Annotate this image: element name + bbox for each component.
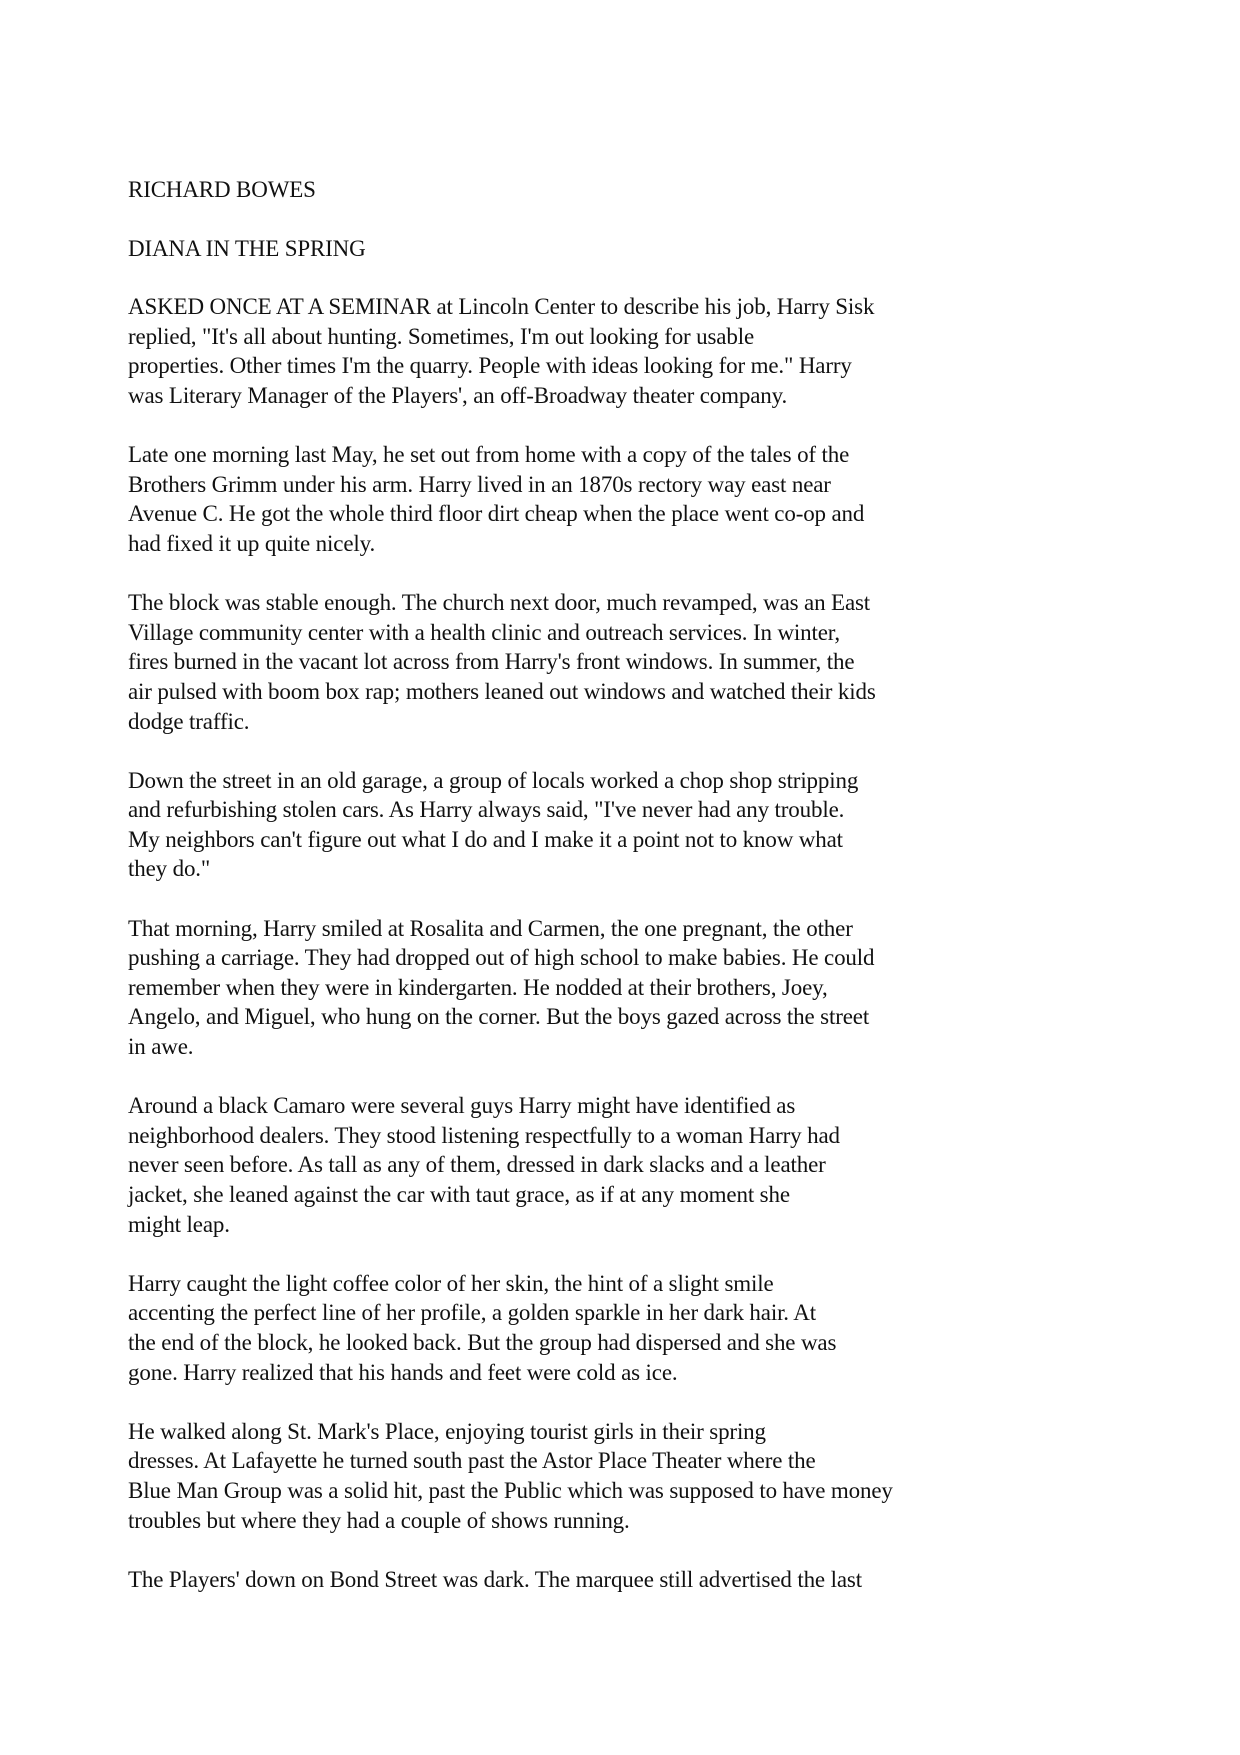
text-line: Blue Man Group was a solid hit, past the Public which was supposed to have money [128, 1477, 893, 1503]
text-line: dresses. At Lafayette he turned south past the Astor Place Theater where the [128, 1448, 816, 1474]
text-line: Late one morning last May, he set out from home with a copy of the tales of the [128, 442, 850, 468]
paragraph [128, 1091, 968, 1239]
text-line: jacket, she leaned against the car with taut grace, as if at any moment she [128, 1182, 790, 1207]
paragraph [128, 914, 968, 1062]
text-line: never seen before. As tall as any of them, dressed in dark slacks and a leather [128, 1152, 826, 1178]
paragraph [128, 1269, 968, 1387]
text-line: The block was stable enough. The church next door, much revamped, was an East [128, 590, 871, 616]
text-line: they do." [128, 856, 211, 882]
text-line: was Literary Manager of the Players', an off-Broadway theater company. [128, 382, 788, 408]
text-column [128, 175, 968, 1624]
text-line: Angelo, and Miguel, who hung on the corner. But the boys gazed across the street [128, 1004, 870, 1030]
text-line: accenting the perfect line of her profile, a golden sparkle in her dark hair. At [128, 1300, 816, 1326]
text-line: replied, "It's all about hunting. Sometimes, I'm out looking for usable [128, 323, 755, 349]
text-line: remember when they were in kindergarten. He nodded at their brothers, Joey, [128, 974, 828, 1000]
text-line: The Players' down on Bond Street was dark. The marquee still advertised the last [128, 1566, 862, 1592]
text-line: Village community center with a health clinic and outreach services. In winter, [128, 619, 840, 645]
paragraph [128, 440, 968, 558]
text-line: fires burned in the vacant lot across from Harry's front windows. In summer, the [128, 649, 855, 675]
author-name: RICHARD BOWES [128, 177, 316, 202]
text-line: might leap. [128, 1211, 230, 1237]
text-line: the end of the block, he looked back. But the group had dispersed and she was [128, 1329, 837, 1355]
text-line: air pulsed with boom box rap; mothers leaned out windows and watched their kids [128, 678, 876, 704]
text-line: neighborhood dealers. They stood listening respectfully to a woman Harry had [128, 1122, 840, 1148]
paragraph [128, 1565, 968, 1595]
paragraph [128, 766, 968, 884]
text-line: pushing a carriage. They had dropped out of high school to make babies. He could [128, 945, 875, 971]
paragraph [128, 292, 968, 410]
text-line: gone. Harry realized that his hands and feet were cold as ice. [128, 1359, 678, 1385]
paragraph [128, 1417, 968, 1535]
text-line: dodge traffic. [128, 708, 250, 734]
text-line: properties. Other times I'm the quarry. People with ideas looking for me." Harry [128, 353, 852, 379]
text-line: Down the street in an old garage, a group of locals worked a chop shop stripping [128, 767, 859, 793]
text-line: Harry caught the light coffee color of her skin, the hint of a slight smile [128, 1270, 774, 1296]
text-line: My neighbors can't figure out what I do and I make it a point not to know what [128, 826, 843, 852]
text-line: and refurbishing stolen cars. As Harry always said, "I've never had any trouble. [128, 797, 845, 823]
text-line: Brothers Grimm under his arm. Harry lived in an 1870s rectory way east near [128, 471, 831, 497]
text-line: in awe. [128, 1034, 194, 1060]
text-line: troubles but where they had a couple of shows running. [128, 1507, 630, 1533]
text-line: That morning, Harry smiled at Rosalita and Carmen, the one pregnant, the other [128, 915, 853, 941]
text-line: ASKED ONCE AT A SEMINAR at Lincoln Center to describe his job, Harry Sisk [128, 294, 875, 320]
text-line: Around a black Camaro were several guys Harry might have identified as [128, 1093, 796, 1119]
text-line: He walked along St. Mark's Place, enjoying tourist girls in their spring [128, 1418, 766, 1444]
story-title: DIANA IN THE SPRING [128, 235, 366, 261]
paragraph [128, 588, 968, 736]
text-line: Avenue C. He got the whole third floor dirt cheap when the place went co-op and [128, 501, 865, 527]
text-line: had fixed it up quite nicely. [128, 530, 376, 556]
